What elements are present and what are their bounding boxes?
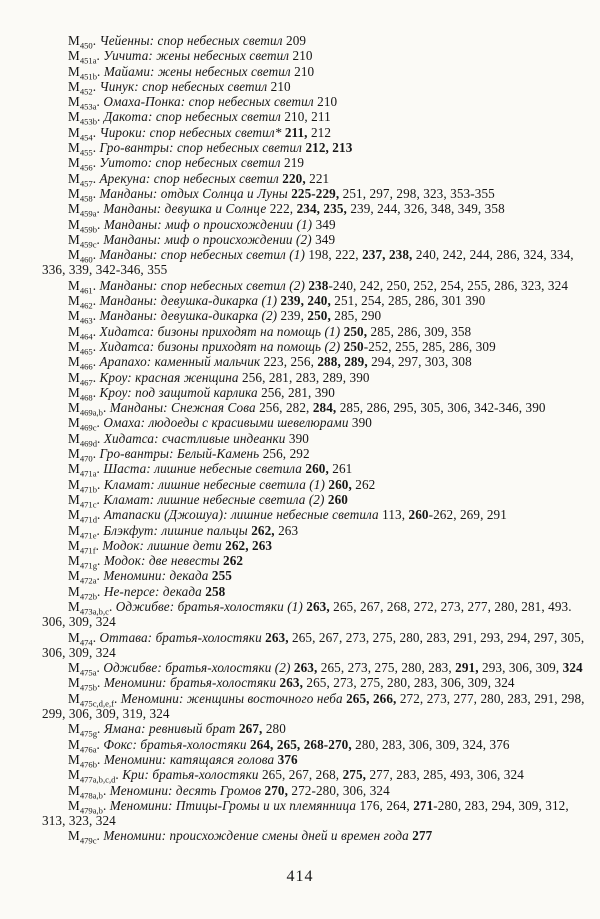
myth-number: $М_{459b}$. xyxy=(68,216,101,235)
index-entry xyxy=(42,782,589,801)
myth-title: Дакота: спор небесных светил xyxy=(103,109,281,125)
index-entry xyxy=(42,323,589,342)
myth-title: Хидатса: счастливые индеанки xyxy=(103,430,286,446)
page-refs: 260, 261 xyxy=(305,461,353,477)
index-entry xyxy=(42,568,589,587)
index-entry xyxy=(42,94,589,112)
myth-number: $М_{471a}$. xyxy=(68,461,100,479)
myth-number: $М_{467}$. xyxy=(68,369,97,388)
myth-title: Кроу: под защитой карлика xyxy=(99,384,258,400)
page-refs: 349 xyxy=(315,231,336,247)
index-entry xyxy=(42,660,589,678)
page-refs: 262, 263 xyxy=(251,522,299,538)
index-entry xyxy=(42,308,589,326)
myth-title: Уичита: жены небесных светил xyxy=(103,48,290,64)
index-entry xyxy=(42,201,589,219)
index-entry xyxy=(42,185,589,204)
myth-title: Манданы: спор небесных светил (2) xyxy=(99,277,305,293)
index-entry xyxy=(42,583,589,602)
page-number: 414 xyxy=(286,868,314,885)
myth-title: Меномини: декада xyxy=(103,568,209,584)
index-entry xyxy=(42,140,589,158)
myth-title: Меномини: десять Громов xyxy=(109,782,262,798)
index-entry xyxy=(42,369,589,388)
myth-title: Манданы: девушка-дикарка (2) xyxy=(99,308,278,324)
index-entry xyxy=(42,430,589,449)
page-refs: 222, 234, 235, 239, 244, 326, 348, 349, 358 xyxy=(269,201,505,217)
myth-title: Гро-вантры: спор небесных светил xyxy=(99,140,303,156)
index-entry xyxy=(42,109,589,128)
myth-number: $М_{462}$. xyxy=(68,293,97,311)
myth-title: Оджибве: братья-холостяки (1) xyxy=(115,598,303,614)
index-entry xyxy=(42,828,589,847)
myth-title: Чейенны: спор небесных светил xyxy=(99,33,283,48)
myth-number: $М_{471c}$. xyxy=(68,491,100,510)
myth-title: Манданы: миф о происхождении (1) xyxy=(103,216,313,232)
index-entry xyxy=(42,48,589,66)
myth-title: Чироки: спор небесных светил* xyxy=(99,124,282,140)
index-entry xyxy=(42,599,589,630)
myth-title: Кламат: лишние небесные светила (1) xyxy=(103,476,325,492)
page-refs: 239, 240, 251, 254, 285, 286, 301 390 xyxy=(280,293,486,309)
myth-number: $М_{453b}$. xyxy=(68,109,101,128)
myth-title: Хидатса: бизоны приходят на помощь (2) xyxy=(99,338,341,354)
myth-number: $М_{470}$. xyxy=(68,446,97,464)
myth-title: Меномини: Птицы-Громы и их племянница xyxy=(109,797,357,813)
myth-number: $М_{451b}$. xyxy=(68,63,101,82)
myth-number: $М_{474}$. xyxy=(68,629,97,648)
myth-title: Шаста: лишние небесные светила xyxy=(103,461,303,477)
page-refs: 263, 265, 273, 275, 280, 283, 306, 309, 324 xyxy=(279,675,515,691)
myth-number: $М_{473a,b,c}$. xyxy=(68,598,113,617)
myth-number: $М_{459a}$. xyxy=(68,201,100,219)
page-refs: 270, 272-280, 306, 324 xyxy=(264,782,390,798)
index-entry xyxy=(42,446,589,464)
myth-title: Кри: братья-холостяки xyxy=(122,767,259,783)
index-entry xyxy=(42,736,589,755)
myth-title: Манданы: отдых Солнца и Луны xyxy=(99,185,288,201)
myth-title: Ямана: ревнивый брат xyxy=(103,721,236,737)
myth-number: $М_{471f}$. xyxy=(68,537,99,556)
page-refs: 260 xyxy=(327,491,348,507)
myth-number: $М_{469c}$. xyxy=(68,415,100,434)
index-entry xyxy=(42,751,589,770)
page-refs: 239, 250, 285, 290 xyxy=(280,308,382,324)
index-entry xyxy=(42,476,589,495)
page-refs: 219 xyxy=(284,155,305,171)
page-refs: 211, 212 xyxy=(284,124,332,140)
page-refs: 210 xyxy=(292,48,313,64)
myth-title: Меномини: катящаяся голова xyxy=(103,751,275,767)
page-refs: 262, 263 xyxy=(225,537,273,553)
page-refs: 265, 267, 268, 275, 277, 283, 285, 493, 306, 324 xyxy=(261,767,524,783)
myth-title: Манданы: миф о происхождении (2) xyxy=(103,231,312,247)
myth-title: Атапаски (Джошуа): лишние небесные светила xyxy=(103,507,379,523)
page-refs: 265, 266, 272, 273, 277, 280, 283, 291, 298, 299, 306, 309, 319, 324 xyxy=(42,690,585,722)
page-refs: 256, 281, 390 xyxy=(261,384,335,400)
myth-title: Манданы: Снежная Сова xyxy=(109,400,256,416)
index-entry xyxy=(42,247,589,278)
myth-title: Омаха: людоеды с красивыми шевелюрами xyxy=(103,415,349,431)
index-entry xyxy=(42,354,589,372)
myth-title: Манданы: девушка и Солнце xyxy=(103,201,267,217)
index-entry xyxy=(42,767,589,785)
myth-number: $М_{461}$. xyxy=(68,277,97,296)
page-refs: 390 xyxy=(288,430,309,446)
index-entry xyxy=(42,78,589,97)
page-refs: 263, 265, 273, 275, 280, 283, 291, 293, 306, 309, 324 xyxy=(293,660,583,676)
myth-number: $М_{475a}$. xyxy=(68,660,100,678)
myth-title: Оттава: братья-холостяки xyxy=(99,629,262,645)
myth-number: $М_{459c}$. xyxy=(68,231,100,250)
page-refs: 250, 285, 286, 309, 358 xyxy=(343,323,472,339)
page-refs: 264, 265, 268-270, 280, 283, 306, 309, 324, 376 xyxy=(249,736,510,752)
myth-number: $М_{465}$. xyxy=(68,338,97,357)
myth-title: Оджибве: братья-холостяки (2) xyxy=(103,660,291,676)
myth-title: Хидатса: бизоны приходят на помощь (1) xyxy=(99,323,341,339)
myth-title: Манданы: спор небесных светил (1) xyxy=(99,247,305,263)
myth-number: $М_{456}$. xyxy=(68,155,97,174)
myth-number: $М_{450}$. xyxy=(68,33,97,51)
index-entry xyxy=(42,293,589,311)
page-refs: 349 xyxy=(315,216,336,232)
page-refs: 256, 281, 283, 289, 390 xyxy=(242,369,370,385)
page-refs: 277 xyxy=(412,828,433,844)
myth-number: $М_{460}$. xyxy=(68,247,97,265)
myth-title: Омаха-Понка: спор небесных светил xyxy=(103,94,314,110)
myth-title: Блэкфут: лишние пальцы xyxy=(103,522,248,538)
myth-number: $М_{472b}$. xyxy=(68,583,101,602)
page-refs: 267, 280 xyxy=(238,721,286,737)
page-refs: 210 xyxy=(270,78,291,94)
myth-title: Арапахо: каменный мальчик xyxy=(99,354,261,370)
index-entry xyxy=(42,630,589,661)
index-entry xyxy=(42,507,589,525)
index-entry xyxy=(42,33,589,51)
myth-number: $М_{463}$. xyxy=(68,308,97,326)
page-refs: 220, 221 xyxy=(282,170,330,186)
index-entry xyxy=(42,170,589,189)
myth-number: $М_{471g}$. xyxy=(68,553,101,571)
myth-number: $М_{477a,b,c,d}$. xyxy=(68,767,119,785)
index-entry xyxy=(42,338,589,357)
page-refs: 212, 213 xyxy=(305,140,353,156)
myth-number: $М_{469a,b}$. xyxy=(68,400,107,418)
myth-title: Меномини: братья-холостяки xyxy=(103,675,277,691)
myth-number: $М_{466}$. xyxy=(68,354,97,372)
myth-number: $М_{452}$. xyxy=(68,78,97,97)
myth-number: $М_{476b}$. xyxy=(68,751,101,770)
index-entry xyxy=(42,216,589,235)
index-entry xyxy=(42,400,589,418)
myth-number: $М_{478a,b}$. xyxy=(68,782,107,801)
index-entry xyxy=(42,384,589,403)
index-entry xyxy=(42,522,589,541)
page-refs: 255 xyxy=(211,568,232,584)
myth-number: $М_{471d}$. xyxy=(68,507,101,525)
page-refs: 263, 265, 267, 273, 275, 280, 283, 291, 293, 294, 297, 305, 306, 309, 324 xyxy=(42,629,585,660)
myth-number: $М_{472a}$. xyxy=(68,568,100,587)
page-refs: 258 xyxy=(205,583,226,599)
myth-number: $М_{451a}$. xyxy=(68,48,100,66)
myth-title: Не-персе: декада xyxy=(103,583,202,599)
index-entry xyxy=(42,124,589,143)
index-entry xyxy=(42,461,589,479)
myth-title: Майами: жены небесных светил xyxy=(103,63,291,79)
index-entry xyxy=(42,63,589,82)
index-entry xyxy=(42,155,589,174)
myth-title: Гро-вантры: Белый-Камень xyxy=(99,446,260,462)
myth-title: Фокс: братья-холостяки xyxy=(103,736,247,752)
myth-number: $М_{458}$. xyxy=(68,185,97,204)
myth-number: $М_{471b}$. xyxy=(68,476,101,495)
myth-title: Кроу: красная женщина xyxy=(99,369,239,385)
index-entry xyxy=(42,675,589,694)
myth-title: Модок: две невесты xyxy=(103,553,220,569)
page-refs: 256, 292 xyxy=(262,446,310,462)
myth-title: Кламат: лишние небесные светила (2) xyxy=(103,491,325,507)
page-refs: 256, 282, 284, 285, 286, 295, 305, 306, 342-346, 390 xyxy=(259,400,546,416)
myth-number: $М_{476a}$. xyxy=(68,736,100,755)
myth-number: $М_{464}$. xyxy=(68,323,97,342)
page-refs: 210 xyxy=(294,63,315,79)
myth-title: Меномини: женщины восточного неба xyxy=(120,690,343,706)
page-refs: 225-229, 251, 297, 298, 323, 353-355 xyxy=(291,185,495,201)
index-entry xyxy=(42,277,589,296)
myth-number: $М_{475c,d,e,f}$. xyxy=(68,690,118,709)
myth-number: $М_{454}$. xyxy=(68,124,97,143)
myth-title: Меномини: происхождение смены дней и времен года xyxy=(103,828,409,844)
myth-number: $М_{471e}$. xyxy=(68,522,100,541)
index-entry xyxy=(42,798,589,829)
myth-number: $М_{453a}$. xyxy=(68,94,100,112)
myth-title: Арекуна: спор небесных светил xyxy=(99,170,279,186)
myth-number: $М_{468}$. xyxy=(68,384,97,403)
page-refs: 210 xyxy=(317,94,338,110)
page-refs: 376 xyxy=(277,751,298,767)
page-refs: 176, 264, 271-280, 283, 294, 309, 312, 313, 323, 324 xyxy=(42,797,569,829)
page-refs: 260, 262 xyxy=(328,476,376,492)
page-refs: 209 xyxy=(286,33,307,48)
index-entry xyxy=(42,415,589,434)
page-refs: 262 xyxy=(223,553,244,569)
myth-title: Уитото: спор небесных светил xyxy=(99,155,281,171)
index-entry xyxy=(42,721,589,739)
page-refs: 250-252, 255, 285, 286, 309 xyxy=(343,338,496,354)
index-entry xyxy=(42,491,589,510)
page-refs: 390 xyxy=(351,415,373,431)
myth-number: $М_{475g}$. xyxy=(68,721,101,739)
myth-number: $М_{469d}$. xyxy=(68,430,101,449)
page-refs: 238-240, 242, 250, 252, 254, 255, 286, 323, 324 xyxy=(308,277,569,293)
page-refs: 210, 211 xyxy=(284,109,331,125)
myth-title: Манданы: девушка-дикарка (1) xyxy=(99,293,278,309)
page-refs: 263, 265, 267, 268, 272, 273, 277, 280, 281, 493. 306, 309, 324 xyxy=(42,598,572,630)
page-refs: 113, 260-262, 269, 291 xyxy=(382,507,507,523)
index-entry xyxy=(42,553,589,571)
myth-number: $М_{479c}$. xyxy=(68,828,100,847)
myth-title: Чинук: спор небесных светил xyxy=(99,78,268,94)
index-entry xyxy=(42,691,589,722)
page-refs: 198, 222, 237, 238, 240, 242, 244, 286, 324, 334, 336, 339, 342-346, 355 xyxy=(42,247,574,278)
index-entry xyxy=(42,537,589,556)
myth-number: $М_{479a,b}$. xyxy=(68,797,107,816)
myth-number: $М_{455}$. xyxy=(68,140,97,158)
index-entry xyxy=(42,231,589,250)
page-refs: 223, 256, 288, 289, 294, 297, 303, 308 xyxy=(263,354,472,370)
myth-number: $М_{457}$. xyxy=(68,170,97,189)
myth-title: Модок: лишние дети xyxy=(102,537,222,553)
myth-number: $М_{475b}$. xyxy=(68,675,101,694)
